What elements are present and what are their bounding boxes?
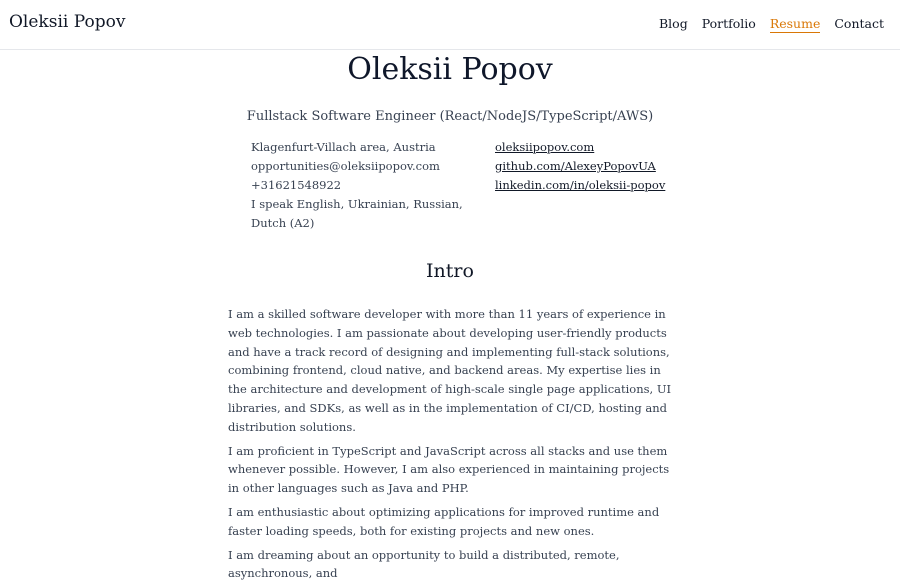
website-link[interactable]: oleksiipopov.com xyxy=(495,140,595,154)
email-text: opportunities@oleksiipopov.com xyxy=(251,159,440,173)
intro-section xyxy=(228,305,674,588)
page-title: Oleksii Popov xyxy=(347,52,553,87)
intro-heading: Intro xyxy=(426,260,474,282)
intro-paragraph: I am a skilled software developer with more than 11 years of experience in web technologies. I am passionate about developing user-friendly products and have a track record of designing and implementing full-stack solutions, combining frontend, cloud native, and backend areas. My expertise lies in the architecture and development of high-scale single page applications, UI libraries, and SDKs, as well as in the implementation of CI/CD, hosting and distribution solutions. xyxy=(228,307,672,434)
site-header xyxy=(0,0,900,50)
resume-content xyxy=(0,50,900,581)
nav-portfolio[interactable]: Portfolio xyxy=(701,16,756,31)
location-text: Klagenfurt-Villach area, Austria xyxy=(251,140,436,154)
github-link[interactable]: github.com/AlexeyPopovUA xyxy=(495,159,656,173)
contact-details xyxy=(251,138,476,233)
languages-text: I speak English, Ukrainian, Russian, Dutch (A2) xyxy=(251,197,463,230)
main-nav xyxy=(659,16,884,33)
nav-resume[interactable]: Resume xyxy=(769,16,821,31)
nav-blog[interactable]: Blog xyxy=(659,16,688,31)
intro-paragraph: I am dreaming about an opportunity to build a distributed, remote, asynchronous, and xyxy=(228,547,620,581)
nav-contact[interactable]: Contact xyxy=(834,16,884,31)
intro-paragraph: I am enthusiastic about optimizing applications for improved runtime and faster loading speeds, both for existing projects and new ones. xyxy=(228,504,660,538)
job-title: Fullstack Software Engineer (React/NodeJS/TypeScript/AWS) xyxy=(246,109,654,124)
intro-paragraph: I am proficient in TypeScript and JavaScript across all stacks and use them whenever possible. However, I am also experienced in maintaining projects in other languages such as Java and PHP. xyxy=(228,443,670,496)
linkedin-link[interactable]: linkedin.com/in/oleksii-popov xyxy=(495,178,666,192)
phone-text: +31621548922 xyxy=(251,178,342,192)
contact-links xyxy=(495,138,695,195)
site-logo-link[interactable]: Oleksii Popov xyxy=(9,12,126,32)
